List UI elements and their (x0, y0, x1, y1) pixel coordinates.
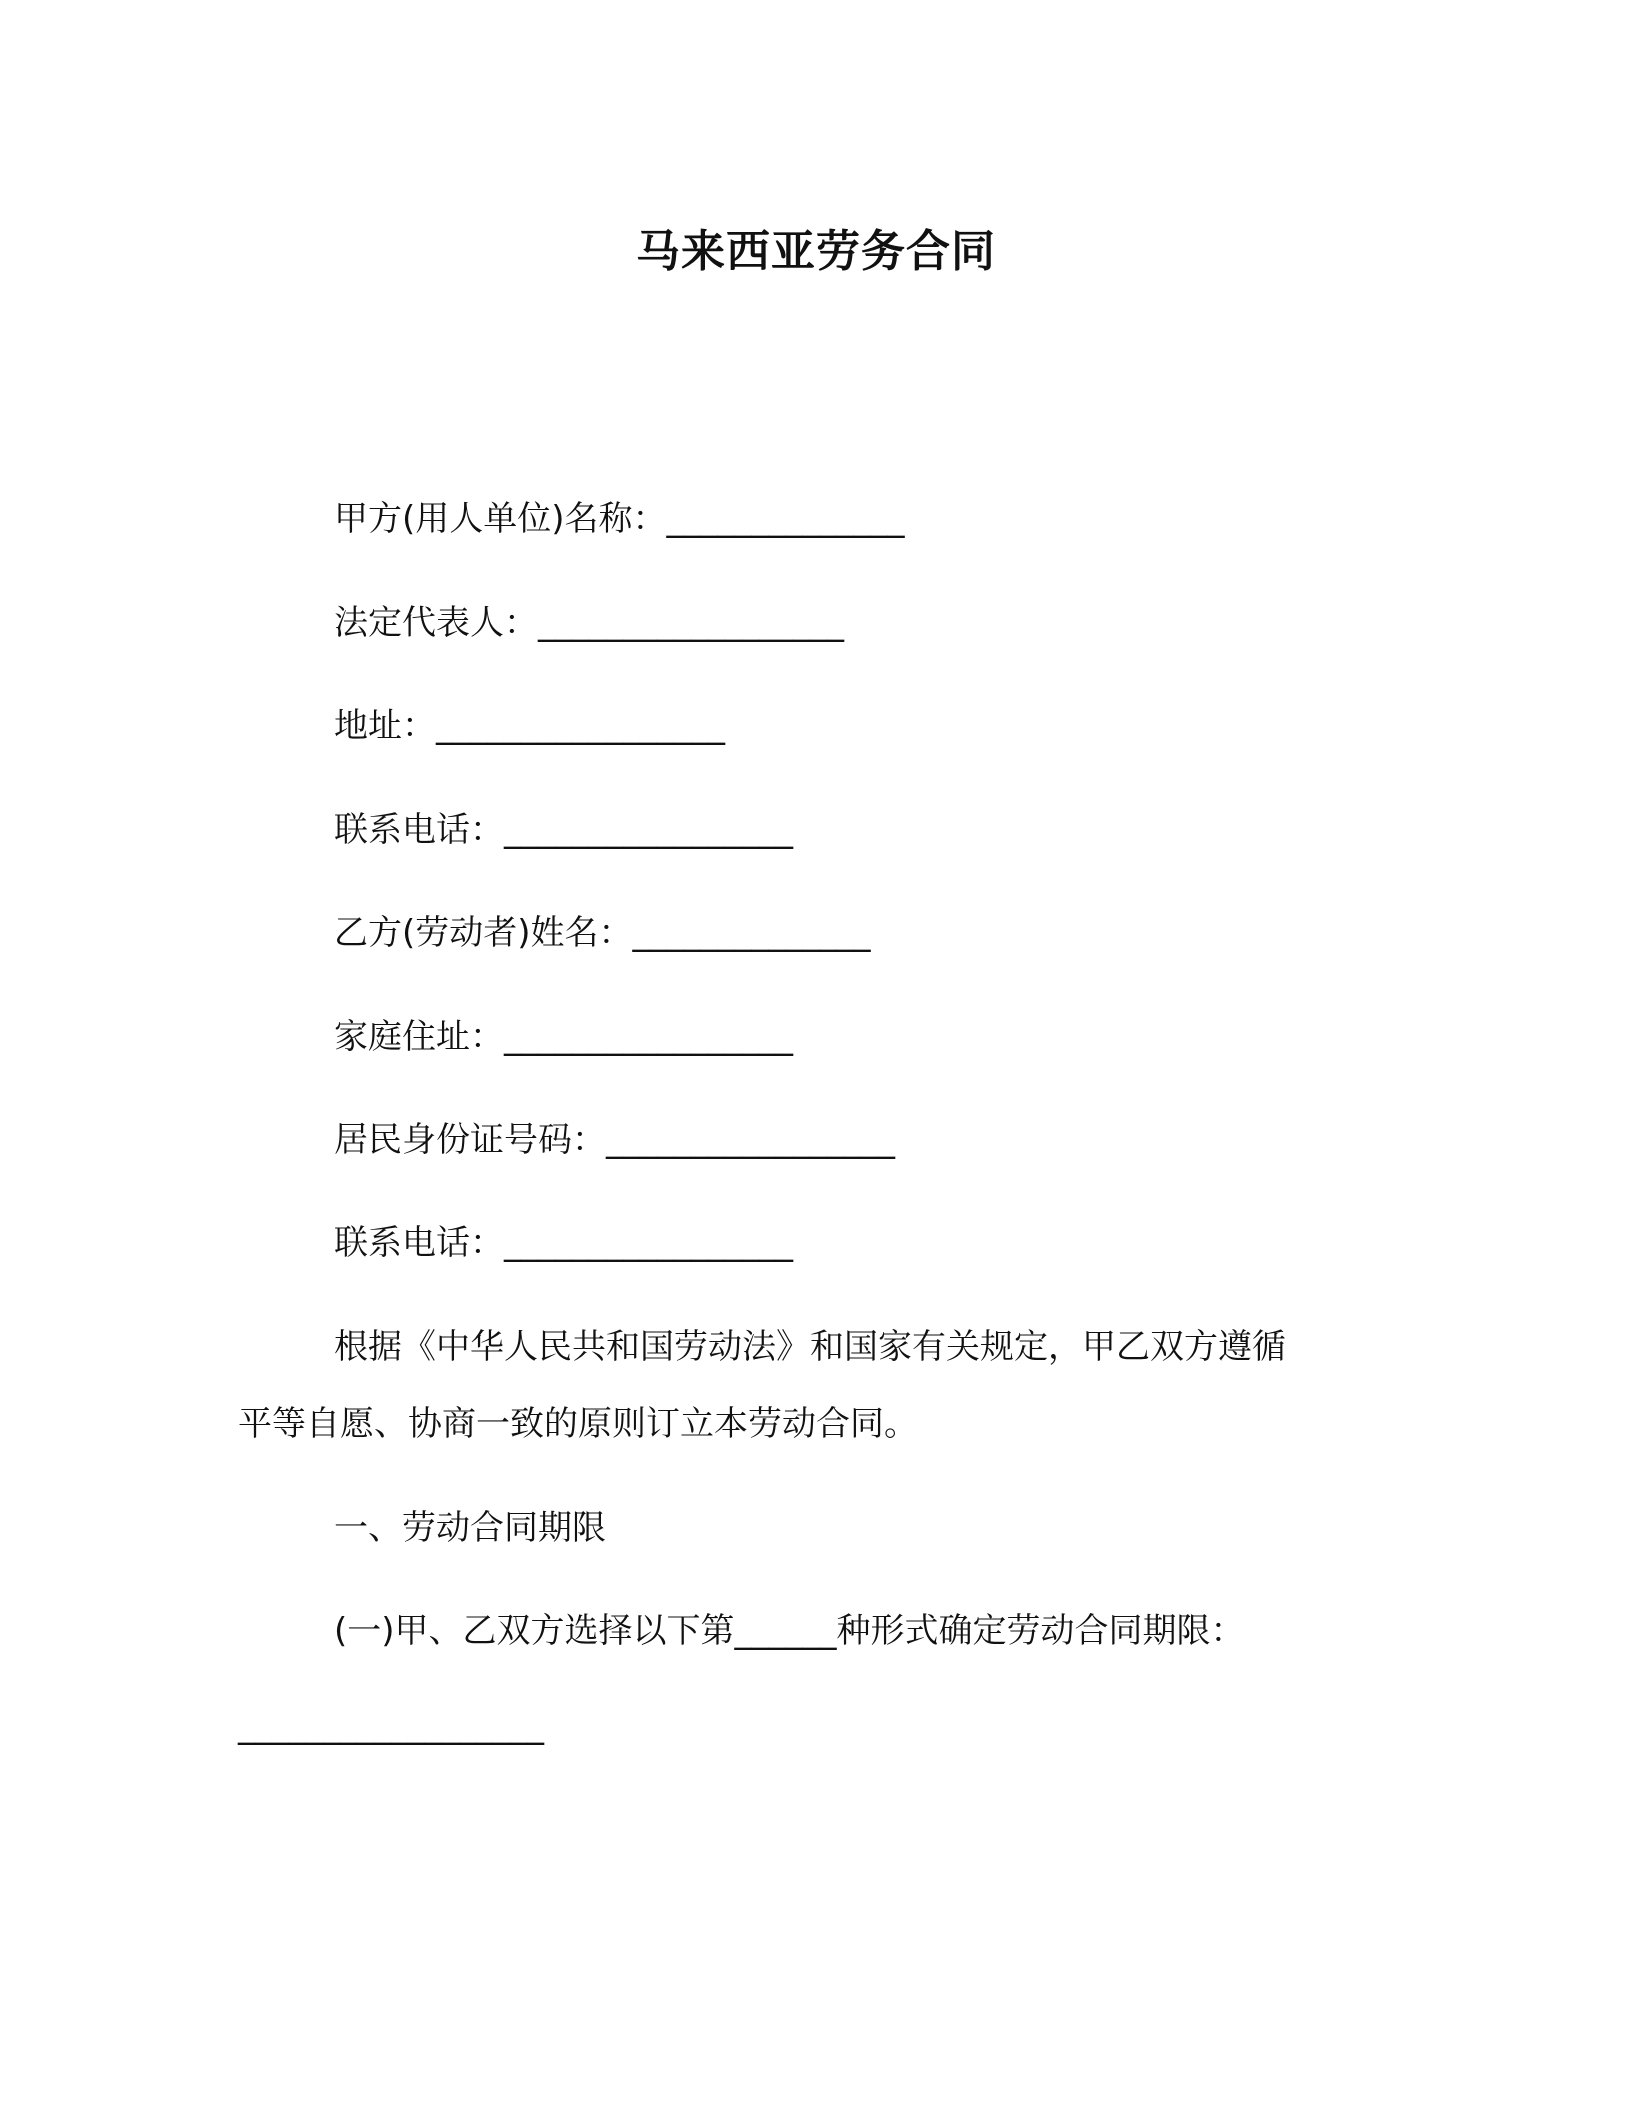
clause-line-1: (一)甲、乙双方选择以下第______种形式确定劳动合同期限： (334, 1611, 1245, 1651)
intro-paragraph-line-1: 根据《中华人民共和国劳动法》和国家有关规定，甲乙双方遵循 (334, 1327, 1286, 1367)
document-title: 马来西亚劳务合同 (636, 226, 996, 277)
field-home-address: 家庭住址：_________________ (334, 1017, 793, 1057)
field-legal-representative: 法定代表人：__________________ (334, 603, 844, 643)
field-party-a-phone: 联系电话：_________________ (334, 810, 793, 850)
field-party-b-phone: 联系电话：_________________ (334, 1223, 793, 1263)
intro-paragraph-line-2: 平等自愿、协商一致的原则订立本劳动合同。 (238, 1404, 918, 1444)
field-id-number: 居民身份证号码：_________________ (334, 1120, 895, 1160)
field-party-b-name: 乙方(劳动者)姓名：______________ (334, 913, 871, 953)
section-heading: 一、劳动合同期限 (334, 1508, 606, 1548)
field-party-a-name: 甲方(用人单位)名称：______________ (334, 499, 905, 539)
field-address: 地址：_________________ (334, 706, 725, 746)
clause-line-2-blank: __________________ (238, 1706, 544, 1746)
